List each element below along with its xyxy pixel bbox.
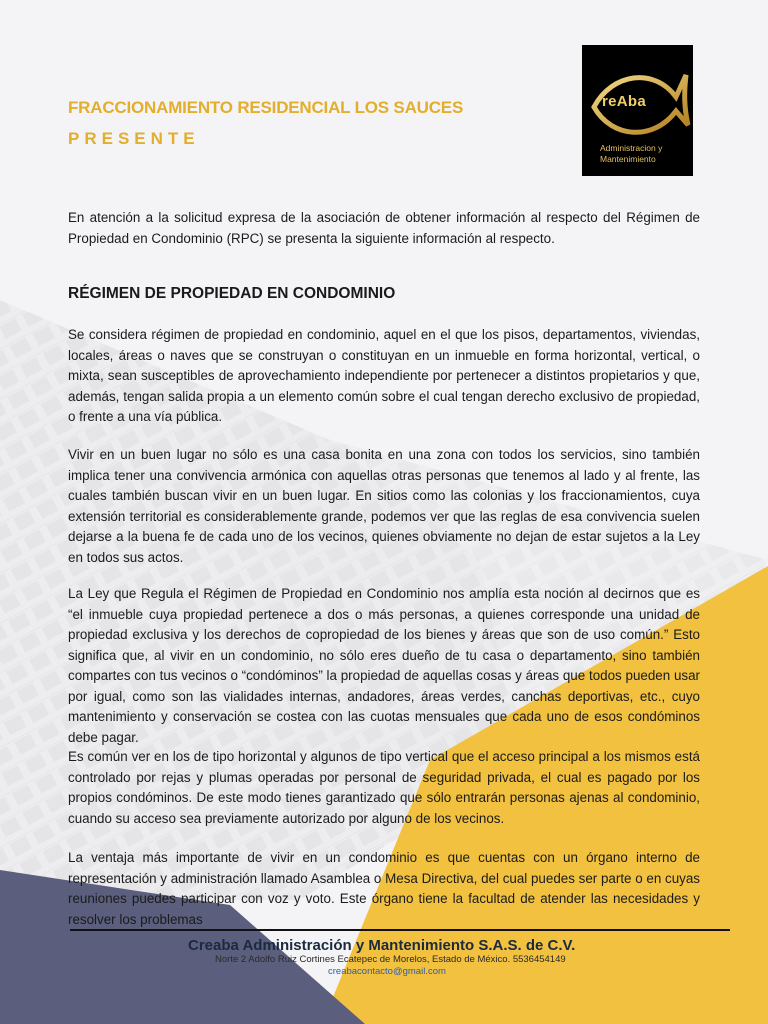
document-title: FRACCIONAMIENTO RESIDENCIAL LOS SAUCES bbox=[68, 98, 464, 117]
logo-tagline: Administracion y Mantenimiento bbox=[600, 143, 663, 164]
paragraph-1: Se considera régimen de propiedad en condominio, aquel en el que los pisos, departamentos, viviendas, locales, áreas o naves que se construyan o constituyan en un inmueble en forma horizontal, vertical, o mixta, sean susceptibles de aprovechamiento independiente por pertenecer a distintos propietarios y que, además, tengan salida propia a un elemento común sobre el cual tengan derecho exclusivo de propiedad, o frente a una vía pública. bbox=[68, 327, 700, 424]
document-subtitle: PRESENTE bbox=[68, 129, 200, 148]
footer-email-link[interactable]: creabacontacto@gmail.com bbox=[328, 966, 446, 977]
intro-paragraph: En atención a la solicitud expresa de la asociación de obtener información al respecto del Régimen de Propiedad en Condominio (RPC) se presenta la siguiente información al respecto. bbox=[68, 210, 700, 246]
paragraph-5: La ventaja más importante de vivir en un condominio es que cuentas con un órgano interno de representación y administración llamado Asamblea o Mesa Directiva, del cual puedes ser parte o en cuyas reuniones puedes participar con voz y voto. Este órgano tiene la facultad de atender las necesidades y resolver los problemas bbox=[68, 850, 700, 927]
paragraph-4: Es común ver en los de tipo horizontal y algunos de tipo vertical que el acceso principal a los mismos está controlado por rejas y plumas operadas por personal de seguridad privada, el cual es pagado por los propios condóminos. De este modo tienes garantizado que sólo entrarán personas ajenas al condominio, cuando su acceso sea previamente autorizado por alguno de los vecinos. bbox=[68, 749, 700, 826]
footer-divider bbox=[70, 929, 730, 931]
creaba-logo bbox=[582, 45, 693, 176]
logo-wordmark: reAba bbox=[602, 93, 647, 110]
paragraph-2: Vivir en un buen lugar no sólo es una casa bonita en una zona con todos los servicios, sino también implica tener una convivencia armónica con aquellas otras personas que tenemos al lado y al frente, las cuales también buscan vivir en un buen lugar. En sitios como las colonias y los fraccionamientos, cuya extensión territorial es considerablemente grande, podemos ver que las reglas de esa convivencia suelen dejarse a la buena fe de cada uno de los vecinos, quienes obviamente no dejan de estar sujetos a la Ley en todos sus actos. bbox=[68, 447, 700, 565]
footer-company-name: Creaba Administración y Mantenimiento S.A.S. de C.V. bbox=[188, 937, 576, 954]
paragraph-3: La Ley que Regula el Régimen de Propiedad en Condominio nos amplía esta noción al decirnos que es “el inmueble cuya propiedad pertenece a dos o más personas, a quienes corresponde una unidad de propiedad exclusiva y los derechos de copropiedad de los bienes y áreas que son de uso común.” Esto significa que, al vivir en un condominio, no sólo eres dueño de tu casa o departamento, sino también compartes con tus vecinos o “condóminos” la propiedad de aquellas cosas y áreas que todos pueden usar por igual, como son las vialidades internas, andadores, áreas verdes, canchas deportivas, etc., cuyo mantenimiento y conservación se costea con las cuotas mensuales que cada uno de esos condóminos debe pagar. bbox=[68, 586, 700, 745]
footer-address: Norte 2 Adolfo Ruiz Cortines Ecatepec de Morelos, Estado de México. 5536454149 bbox=[215, 954, 566, 965]
section-title: RÉGIMEN DE PROPIEDAD EN CONDOMINIO bbox=[68, 285, 396, 302]
